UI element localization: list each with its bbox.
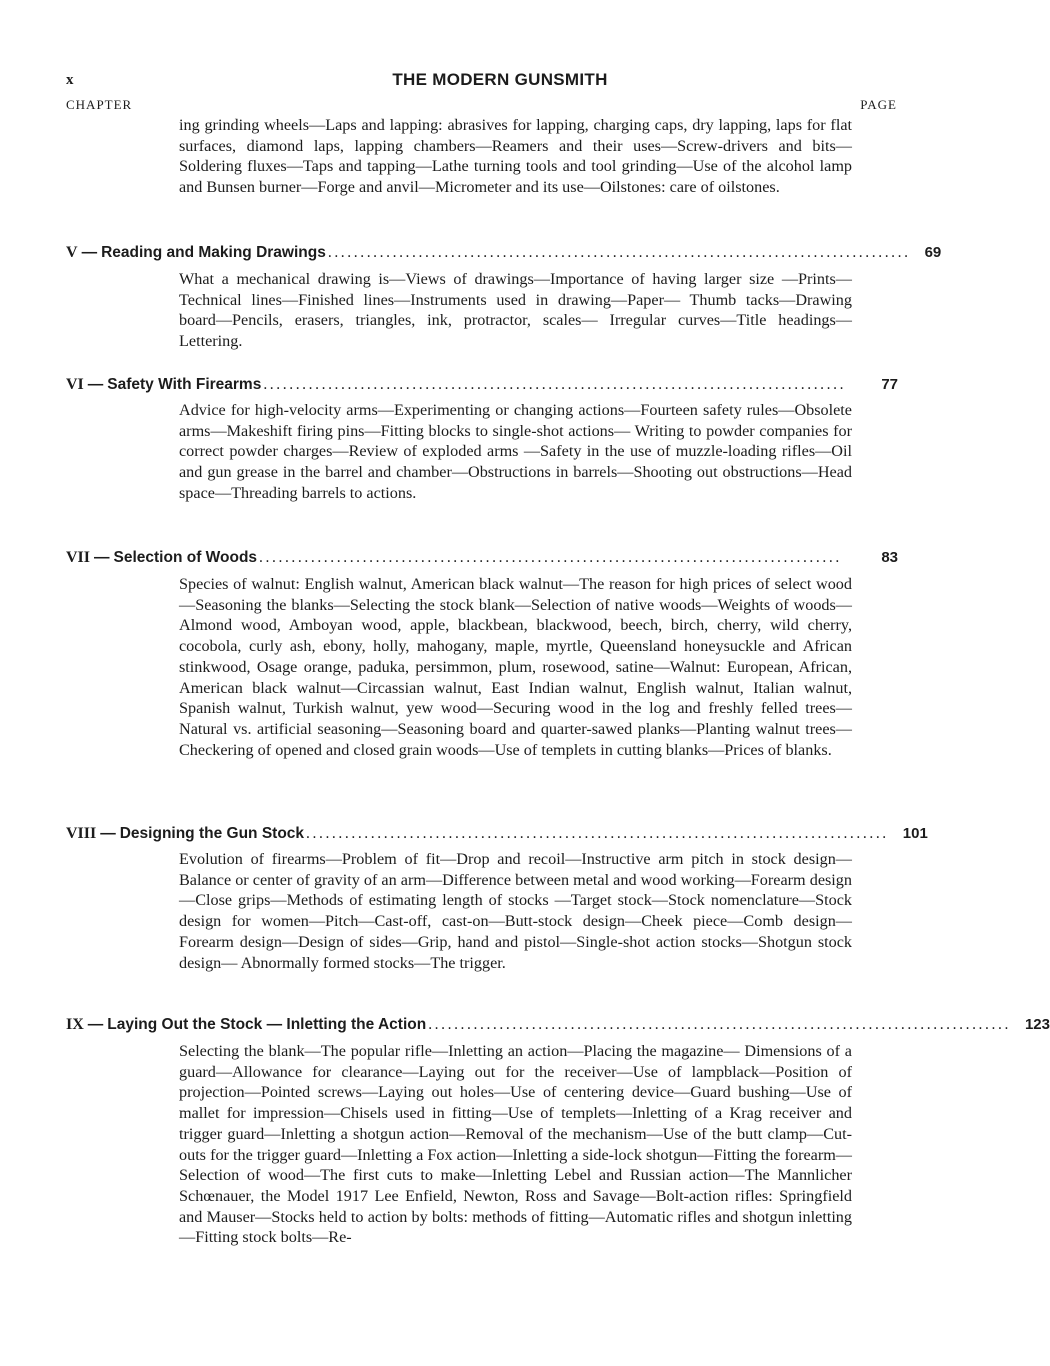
chapter-title: Reading and Making Drawings bbox=[101, 244, 326, 261]
running-title: THE MODERN GUNSMITH bbox=[392, 70, 608, 89]
chapter-page-number: 77 bbox=[881, 376, 898, 393]
continued-summary: ing grinding wheels—Laps and lapping: abrasives for lapping, charging caps, dry lapping, laps for flat surfaces, diamond laps, lapping chambers—Reamers and their uses—Screw-drivers and bits—Soldering fluxes—Taps and tapping—Lathe turning tools and tool grinding—Use of the alcohol lamp and Bunsen burner—Forge and anvil—Micrometer and its use—Oilstones: care of oilstones. bbox=[179, 116, 852, 197]
chapter-page-number: 101 bbox=[902, 825, 928, 842]
toc-entry-chapter-ix: IX — Laying Out the Stock — Inletting the Action .......................................................................................... 123 bbox=[66, 1016, 1050, 1033]
dot-leader: .......................................................................................... bbox=[306, 825, 889, 842]
chapter-numeral: VIII bbox=[66, 825, 97, 842]
page-column-label: PAGE bbox=[860, 97, 897, 112]
dot-leader: .......................................................................................... bbox=[428, 1016, 1011, 1033]
chapter-column-label: CHAPTER bbox=[66, 97, 133, 112]
chapter-summary: What a mechanical drawing is—Views of drawings—Importance of having larger size —Prints—Technical lines—Finished lines—Instruments used in drawing—Paper— Thumb tacks—Drawing board—Pencils, erasers, triangles, ink, protractor, scales— Irregular curves—Title headings—Lettering. bbox=[179, 270, 852, 351]
chapter-summary: Evolution of firearms—Problem of fit—Drop and recoil—Instructive arm pitch in stock design—Balance or center of gravity of an arm—Difference between metal and wood working—Forearm design—Close grips—Methods of estimating length of stocks —Target stock—Stock nomenclature—Stock design for women—Pitch—Cast-off, cast-on—Butt-stock design—Cheek piece—Comb design—Forearm design—Design of sides—Grip, hand and pistol—Single-shot action stocks—Shotgun stock design— Abnormally formed stocks—The trigger. bbox=[179, 850, 852, 972]
chapter-title: Safety With Firearms bbox=[107, 376, 262, 393]
chapter-page-number: 83 bbox=[881, 549, 898, 566]
chapter-summary: Selecting the blank—The popular rifle—Inletting an action—Placing the magazine— Dimensions of a guard—Allowance for clearance—Laying out for the receiver—Use of lampblack—Position of projection—Pointed screws—Laying out holes—Use of centering device—Guard bushing—Use of mallet for impression—Chisels used in fitting—Use of templets—Inletting of a Krag receiver and trigger guard—Inletting a shotgun action—Removal of the mechanism—Use of the butt clamp—Cut-outs for the trigger guard—Inletting a Fox action—Inletting a side-lock shotgun—Fitting the forearm—Selection of wood—The first cuts to make—Inletting Lebel and Russian action—The Mannlicher Schœnauer, the Model 1917 Lee Enfield, Newton, Ross and Savage—Bolt-action rifles: Springfield and Mauser—Stocks held to action by bolts: methods of fitting—Automatic rifles and shotgun inletting—Fitting stock bolts—Re- bbox=[179, 1042, 852, 1247]
chapter-numeral: V bbox=[66, 244, 78, 261]
chapter-numeral: VII bbox=[66, 549, 91, 566]
toc-entry-chapter-v: V — Reading and Making Drawings .......................................................................................... 69 bbox=[66, 244, 942, 261]
dot-leader: .......................................................................................... bbox=[327, 244, 911, 261]
toc-entry-chapter-viii: VIII — Designing the Gun Stock .......................................................................................... 101 bbox=[66, 825, 928, 842]
chapter-numeral: VI bbox=[66, 376, 84, 393]
chapter-title: Selection of Woods bbox=[113, 549, 258, 566]
chapter-page-number: 123 bbox=[1024, 1016, 1050, 1033]
page-number: x bbox=[66, 72, 74, 88]
dot-leader: .......................................................................................... bbox=[263, 376, 847, 393]
chapter-summary: Advice for high-velocity arms—Experimenting or changing actions—Fourteen safety rules—Obsolete arms—Makeshift firing pins—Fitting blocks to single-shot actions— Writing to powder companies for correct powder charges—Review of exploded arms —Safety in the use of muzzle-loading rifles—Oil and gun grease in the barrel and chamber—Obstructions in barrels—Shooting out obstructions—Head space—Threading barrels to actions. bbox=[179, 401, 852, 502]
chapter-numeral: IX bbox=[66, 1016, 84, 1033]
chapter-title: Designing the Gun Stock bbox=[119, 825, 305, 842]
dot-leader: .......................................................................................... bbox=[259, 549, 842, 566]
chapter-title: Laying Out the Stock — Inletting the Action bbox=[107, 1016, 427, 1033]
toc-entry-chapter-vi: VI — Safety With Firearms .......................................................................................... 77 bbox=[66, 376, 898, 393]
chapter-page-number: 69 bbox=[924, 244, 942, 261]
toc-entry-chapter-vii: VII — Selection of Woods .......................................................................................... 83 bbox=[66, 549, 898, 566]
chapter-summary: Species of walnut: English walnut, American black walnut—The reason for high prices of select wood—Seasoning the blanks—Selecting the stock blank—Selection of native woods—Weights of woods—Almond wood, Amboyan wood, apple, blackbean, blackwood, beech, birch, cherry, wild cherry, cocobola, curly ash, ebony, holly, mahogany, maple, myrtle, Queensland honeysuckle and African stinkwood, Osage orange, paduka, persimmon, plum, rosewood, satine—Walnut: European, African, American black walnut—Circassian walnut, East Indian walnut, English walnut, Italian walnut, Spanish walnut, Turkish walnut, yew wood—Securing wood in the log and freshly felled trees—Natural vs. artificial seasoning—Seasoning board and quarter-sawed planks—Planting walnut trees—Checkering of opened and closed grain woods—Use of templets in cutting blanks—Prices of blanks. bbox=[179, 575, 852, 759]
